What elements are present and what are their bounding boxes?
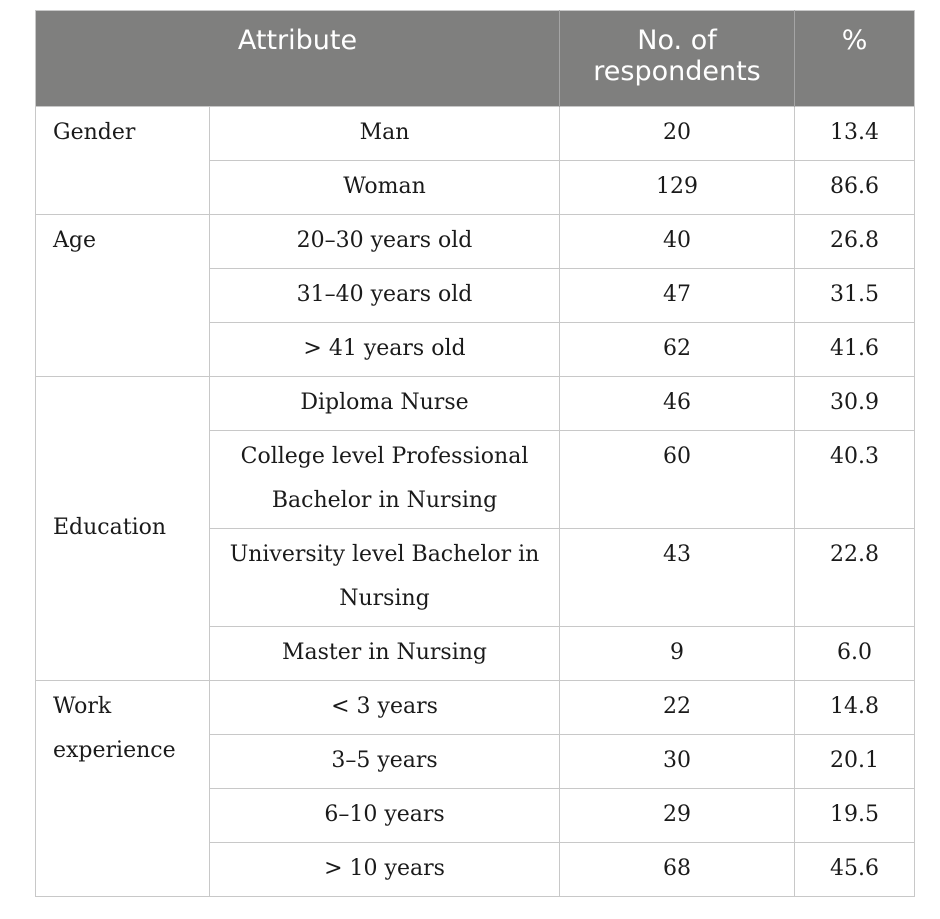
group-label-gender: Gender [36, 107, 210, 215]
header-percent: % [795, 11, 915, 107]
row-count: 20 [560, 107, 795, 161]
row-label: > 10 years [210, 843, 560, 897]
row-count: 29 [560, 789, 795, 843]
row-percent: 86.6 [795, 161, 915, 215]
row-percent: 6.0 [795, 627, 915, 681]
respondent-attributes-table [35, 10, 915, 897]
row-count: 9 [560, 627, 795, 681]
table-row [36, 107, 915, 161]
row-count: 47 [560, 269, 795, 323]
row-label: > 41 years old [210, 323, 560, 377]
row-label: 6–10 years [210, 789, 560, 843]
row-percent: 41.6 [795, 323, 915, 377]
row-label: Master in Nursing [210, 627, 560, 681]
row-count: 40 [560, 215, 795, 269]
row-label: College level Professional Bachelor in Nursing [210, 431, 560, 529]
header-row [36, 11, 915, 107]
row-label: University level Bachelor in Nursing [210, 529, 560, 627]
table-row [36, 681, 915, 735]
row-count: 46 [560, 377, 795, 431]
row-label: 20–30 years old [210, 215, 560, 269]
row-count: 68 [560, 843, 795, 897]
group-label-education: Education [36, 377, 210, 681]
table-row [36, 377, 915, 431]
group-label-work-experience: Work experience [36, 681, 210, 897]
table-row [36, 215, 915, 269]
row-count: 60 [560, 431, 795, 529]
row-count: 22 [560, 681, 795, 735]
row-percent: 45.6 [795, 843, 915, 897]
row-percent: 30.9 [795, 377, 915, 431]
header-respondents: No. of respondents [560, 11, 795, 107]
row-label: 31–40 years old [210, 269, 560, 323]
row-percent: 40.3 [795, 431, 915, 529]
row-percent: 20.1 [795, 735, 915, 789]
row-percent: 26.8 [795, 215, 915, 269]
row-percent: 13.4 [795, 107, 915, 161]
row-label: < 3 years [210, 681, 560, 735]
row-percent: 14.8 [795, 681, 915, 735]
row-percent: 19.5 [795, 789, 915, 843]
row-count: 62 [560, 323, 795, 377]
row-label: Diploma Nurse [210, 377, 560, 431]
row-label: Woman [210, 161, 560, 215]
group-label-age: Age [36, 215, 210, 377]
row-percent: 22.8 [795, 529, 915, 627]
row-count: 129 [560, 161, 795, 215]
row-count: 43 [560, 529, 795, 627]
row-label: 3–5 years [210, 735, 560, 789]
row-label: Man [210, 107, 560, 161]
row-percent: 31.5 [795, 269, 915, 323]
header-attribute: Attribute [36, 11, 560, 107]
row-count: 30 [560, 735, 795, 789]
